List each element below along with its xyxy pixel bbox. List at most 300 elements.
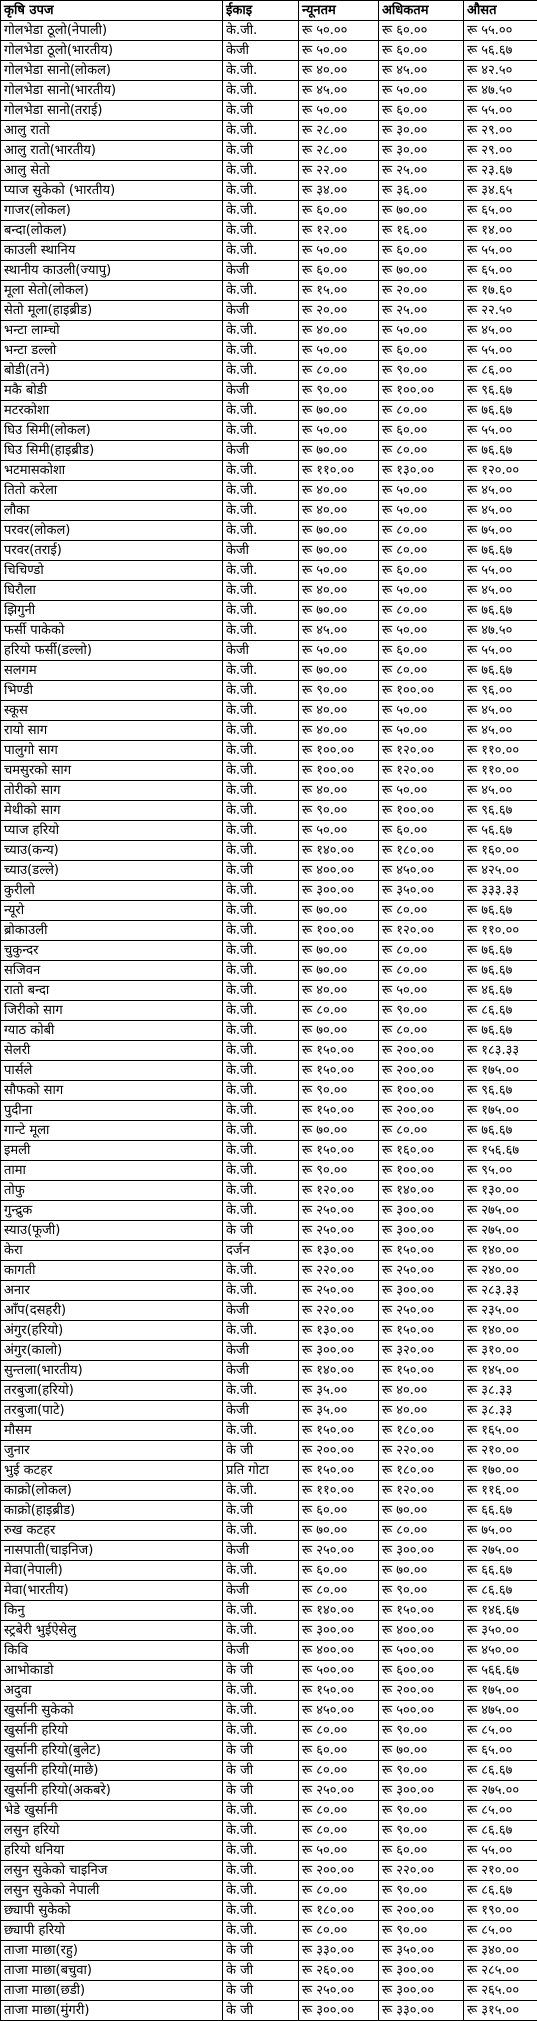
cell-minimum: रू २८.०० bbox=[299, 121, 379, 141]
cell-minimum: रू ८०.०० bbox=[299, 1921, 379, 1941]
cell-maximum: रू ४००.०० bbox=[379, 1621, 464, 1641]
cell-minimum: रू २२०.०० bbox=[299, 1261, 379, 1281]
cell-commodity: सुन्तला(भारतीय) bbox=[1, 1361, 223, 1381]
cell-maximum: रू ८०.०० bbox=[379, 541, 464, 561]
cell-unit: के.जी bbox=[223, 1501, 299, 1521]
header-maximum: अधिकतम bbox=[379, 1, 464, 21]
table-row bbox=[1, 1021, 537, 1041]
cell-average: रू ४७५.०० bbox=[464, 1701, 537, 1721]
cell-maximum: रू ६०.०० bbox=[379, 821, 464, 841]
table-row bbox=[1, 1561, 537, 1581]
cell-commodity: तोरीको साग bbox=[1, 781, 223, 801]
cell-average: रू ४५.०० bbox=[464, 721, 537, 741]
cell-unit: के.जी. bbox=[223, 1861, 299, 1881]
cell-average: रू १५६.६७ bbox=[464, 1141, 537, 1161]
cell-maximum: रू ३००.०० bbox=[379, 1981, 464, 2001]
cell-unit: के.जी. bbox=[223, 701, 299, 721]
cell-unit: के जी bbox=[223, 1981, 299, 2001]
table-row bbox=[1, 1701, 537, 1721]
table-row bbox=[1, 1361, 537, 1381]
cell-average: रू ८६.०० bbox=[464, 361, 537, 381]
cell-minimum: रू ९०.०० bbox=[299, 1161, 379, 1181]
cell-maximum: रू ६०.०० bbox=[379, 561, 464, 581]
cell-commodity: प्याज हरियो bbox=[1, 821, 223, 841]
cell-unit: के.जी. bbox=[223, 1281, 299, 1301]
cell-average: रू ९५.०० bbox=[464, 1161, 537, 1181]
cell-maximum: रू १४०.०० bbox=[379, 1181, 464, 1201]
cell-unit: के.जी. bbox=[223, 1521, 299, 1541]
cell-commodity: न्यूरो bbox=[1, 901, 223, 921]
cell-maximum: रू ८०.०० bbox=[379, 941, 464, 961]
cell-maximum: रू ३५०.०० bbox=[379, 1941, 464, 1961]
cell-average: रू ६५.०० bbox=[464, 201, 537, 221]
cell-average: रू ७६.६७ bbox=[464, 661, 537, 681]
table-row bbox=[1, 1281, 537, 1301]
cell-commodity: नासपाती(चाइनिज) bbox=[1, 1541, 223, 1561]
table-row bbox=[1, 1941, 537, 1961]
cell-unit: के.जी. bbox=[223, 1161, 299, 1181]
cell-average: रू ८६.६७ bbox=[464, 1821, 537, 1841]
cell-unit: प्रति गोटा bbox=[223, 1461, 299, 1481]
cell-average: रू ८५.०० bbox=[464, 1921, 537, 1941]
cell-commodity: मेथीको साग bbox=[1, 801, 223, 821]
cell-minimum: रू ५०.०० bbox=[299, 561, 379, 581]
cell-average: रू २६५.०० bbox=[464, 1981, 537, 2001]
cell-minimum: रू ६०.०० bbox=[299, 1561, 379, 1581]
cell-minimum: रू ४०.०० bbox=[299, 501, 379, 521]
cell-commodity: सौफको साग bbox=[1, 1081, 223, 1101]
cell-maximum: रू १००.०० bbox=[379, 381, 464, 401]
table-row bbox=[1, 1981, 537, 2001]
table-row bbox=[1, 1081, 537, 1101]
cell-commodity: केरा bbox=[1, 1241, 223, 1261]
cell-minimum: रू १४०.०० bbox=[299, 1601, 379, 1621]
cell-maximum: रू १६.०० bbox=[379, 221, 464, 241]
cell-commodity: स्कूस bbox=[1, 701, 223, 721]
cell-minimum: रू ५०.०० bbox=[299, 21, 379, 41]
cell-commodity: पार्सले bbox=[1, 1061, 223, 1081]
cell-commodity: घिउ सिमी(लोकल) bbox=[1, 421, 223, 441]
cell-unit: के.जी. bbox=[223, 1381, 299, 1401]
table-row bbox=[1, 581, 537, 601]
cell-average: रू ६५.०० bbox=[464, 1741, 537, 1761]
table-row bbox=[1, 441, 537, 461]
table-row bbox=[1, 81, 537, 101]
cell-maximum: रू ३०.०० bbox=[379, 121, 464, 141]
cell-minimum: रू ७०.०० bbox=[299, 941, 379, 961]
cell-minimum: रू ७०.०० bbox=[299, 601, 379, 621]
cell-average: रू ९६.६७ bbox=[464, 1081, 537, 1101]
cell-maximum: रू १००.०० bbox=[379, 1161, 464, 1181]
cell-unit: के.जी. bbox=[223, 501, 299, 521]
table-row bbox=[1, 61, 537, 81]
table-row bbox=[1, 701, 537, 721]
cell-average: रू ७६.६७ bbox=[464, 901, 537, 921]
cell-commodity: गोलभेडा सानो(लोकल) bbox=[1, 61, 223, 81]
table-row bbox=[1, 101, 537, 121]
cell-unit: के.जी. bbox=[223, 1881, 299, 1901]
table-row bbox=[1, 1881, 537, 1901]
cell-average: रू ८६.६७ bbox=[464, 1761, 537, 1781]
cell-maximum: रू ४५.०० bbox=[379, 61, 464, 81]
cell-maximum: रू ५०.०० bbox=[379, 501, 464, 521]
cell-minimum: रू ७०.०० bbox=[299, 441, 379, 461]
table-row bbox=[1, 1901, 537, 1921]
table-row bbox=[1, 721, 537, 741]
table-row bbox=[1, 741, 537, 761]
cell-maximum: रू ६०.०० bbox=[379, 21, 464, 41]
cell-minimum: रू ४०.०० bbox=[299, 481, 379, 501]
cell-minimum: रू ११०.०० bbox=[299, 1481, 379, 1501]
cell-commodity: मकै बोडी bbox=[1, 381, 223, 401]
cell-average: रू ७६.६७ bbox=[464, 401, 537, 421]
cell-minimum: रू ३३०.०० bbox=[299, 1941, 379, 1961]
cell-minimum: रू ८०.०० bbox=[299, 361, 379, 381]
cell-commodity: सजिवन bbox=[1, 961, 223, 981]
cell-minimum: रू ४५.०० bbox=[299, 621, 379, 641]
cell-unit: के.जी. bbox=[223, 961, 299, 981]
cell-commodity: परवर(लोकल) bbox=[1, 521, 223, 541]
cell-unit: के.जी. bbox=[223, 481, 299, 501]
cell-minimum: रू १५०.०० bbox=[299, 1061, 379, 1081]
cell-unit: के.जी. bbox=[223, 201, 299, 221]
cell-minimum: रू २००.०० bbox=[299, 1861, 379, 1881]
cell-maximum: रू १००.०० bbox=[379, 681, 464, 701]
cell-minimum: रू ४०.०० bbox=[299, 581, 379, 601]
table-row bbox=[1, 1401, 537, 1421]
cell-minimum: रू ७०.०० bbox=[299, 541, 379, 561]
cell-maximum: रू ४५०.०० bbox=[379, 861, 464, 881]
cell-unit: के.जी. bbox=[223, 1901, 299, 1921]
cell-maximum: रू २००.०० bbox=[379, 1041, 464, 1061]
cell-commodity: सेतो मूला(हाइब्रीड) bbox=[1, 301, 223, 321]
cell-commodity: भन्टा लाम्चो bbox=[1, 321, 223, 341]
cell-average: रू २३५.०० bbox=[464, 1301, 537, 1321]
cell-commodity: आलु सेतो bbox=[1, 161, 223, 181]
cell-average: रू ४५.०० bbox=[464, 581, 537, 601]
cell-minimum: रू ६०.०० bbox=[299, 1741, 379, 1761]
cell-average: रू ७५.०० bbox=[464, 521, 537, 541]
cell-minimum: रू २२.०० bbox=[299, 161, 379, 181]
cell-maximum: रू ७०.०० bbox=[379, 1741, 464, 1761]
cell-unit: के.जी. bbox=[223, 1621, 299, 1641]
cell-unit: के.जी. bbox=[223, 1561, 299, 1581]
table-row bbox=[1, 821, 537, 841]
cell-commodity: लसुन सुकेको चाइनिज bbox=[1, 1861, 223, 1881]
cell-unit: के जी bbox=[223, 1221, 299, 1241]
cell-maximum: रू २००.०० bbox=[379, 1681, 464, 1701]
table-row bbox=[1, 1121, 537, 1141]
cell-minimum: रू ५०.०० bbox=[299, 1841, 379, 1861]
cell-average: रू ७६.६७ bbox=[464, 1021, 537, 1041]
table-row bbox=[1, 781, 537, 801]
cell-maximum: रू ३५०.०० bbox=[379, 881, 464, 901]
cell-minimum: रू ५०.०० bbox=[299, 641, 379, 661]
cell-unit: के जी bbox=[223, 1961, 299, 1981]
cell-commodity: चिचिण्डो bbox=[1, 561, 223, 581]
cell-maximum: रू २००.०० bbox=[379, 1901, 464, 1921]
cell-maximum: रू ३००.०० bbox=[379, 1281, 464, 1301]
cell-commodity: रायो साग bbox=[1, 721, 223, 741]
cell-commodity: ताजा माछा(बचुवा) bbox=[1, 1961, 223, 1981]
cell-minimum: रू ५०.०० bbox=[299, 241, 379, 261]
cell-minimum: रू १५०.०० bbox=[299, 1461, 379, 1481]
cell-unit: के.जी. bbox=[223, 601, 299, 621]
table-row bbox=[1, 1781, 537, 1801]
cell-commodity: इमली bbox=[1, 1141, 223, 1161]
cell-minimum: रू ४००.०० bbox=[299, 861, 379, 881]
cell-commodity: गोलभेडा ठूलो(नेपाली) bbox=[1, 21, 223, 41]
cell-maximum: रू १००.०० bbox=[379, 801, 464, 821]
table-row bbox=[1, 761, 537, 781]
table-row bbox=[1, 21, 537, 41]
cell-average: रू ३८.३३ bbox=[464, 1381, 537, 1401]
cell-maximum: रू ५०.०० bbox=[379, 721, 464, 741]
cell-average: रू ४७.५० bbox=[464, 81, 537, 101]
cell-maximum: रू ६०.०० bbox=[379, 241, 464, 261]
cell-commodity: काक्रो(हाइब्रीड) bbox=[1, 1501, 223, 1521]
cell-unit: के.जी bbox=[223, 141, 299, 161]
cell-minimum: रू ११०.०० bbox=[299, 461, 379, 481]
cell-commodity: ब्रोकाउली bbox=[1, 921, 223, 941]
cell-commodity: झिगुनी bbox=[1, 601, 223, 621]
cell-commodity: भेडे खुर्सानी bbox=[1, 1801, 223, 1821]
cell-commodity: आलु रातो(भारतीय) bbox=[1, 141, 223, 161]
cell-commodity: च्याउ(कन्य) bbox=[1, 841, 223, 861]
cell-unit: के.जी. bbox=[223, 901, 299, 921]
cell-maximum: रू ३००.०० bbox=[379, 1201, 464, 1221]
cell-minimum: रू २८.०० bbox=[299, 141, 379, 161]
cell-unit: केजी bbox=[223, 1641, 299, 1661]
cell-maximum: रू ६०.०० bbox=[379, 41, 464, 61]
cell-unit: के जी bbox=[223, 1781, 299, 1801]
table-header bbox=[1, 1, 537, 21]
cell-maximum: रू १८०.०० bbox=[379, 841, 464, 861]
cell-minimum: रू १५.०० bbox=[299, 281, 379, 301]
cell-commodity: फर्सी पाकेको bbox=[1, 621, 223, 641]
cell-commodity: बोडी(तने) bbox=[1, 361, 223, 381]
cell-commodity: गोलभेडा सानो(तराई) bbox=[1, 101, 223, 121]
table-row bbox=[1, 221, 537, 241]
cell-average: रू ३१०.०० bbox=[464, 1341, 537, 1361]
table-row bbox=[1, 1261, 537, 1281]
cell-maximum: रू ६०.०० bbox=[379, 101, 464, 121]
cell-average: रू १६५.०० bbox=[464, 1421, 537, 1441]
cell-unit: के.जी. bbox=[223, 121, 299, 141]
cell-average: रू ३३३.३३ bbox=[464, 881, 537, 901]
cell-unit: के.जी. bbox=[223, 1701, 299, 1721]
cell-average: रू ८५.०० bbox=[464, 1801, 537, 1821]
cell-commodity: स्याउ(फूजी) bbox=[1, 1221, 223, 1241]
table-row bbox=[1, 621, 537, 641]
cell-average: रू १४६.६७ bbox=[464, 1601, 537, 1621]
cell-maximum: रू ६००.०० bbox=[379, 1661, 464, 1681]
cell-unit: केजी bbox=[223, 261, 299, 281]
cell-unit: के.जी. bbox=[223, 821, 299, 841]
cell-unit: केजी bbox=[223, 541, 299, 561]
cell-minimum: रू ३५.०० bbox=[299, 1381, 379, 1401]
cell-average: रू १९०.०० bbox=[464, 1901, 537, 1921]
cell-average: रू ४५.०० bbox=[464, 481, 537, 501]
header-commodity: कृषि उपज bbox=[1, 1, 223, 21]
cell-average: रू ८६.६७ bbox=[464, 1001, 537, 1021]
cell-commodity: भन्टा डल्लो bbox=[1, 341, 223, 361]
table-row bbox=[1, 1801, 537, 1821]
cell-unit: केजी bbox=[223, 1401, 299, 1421]
cell-maximum: रू १३०.०० bbox=[379, 461, 464, 481]
cell-maximum: रू ६०.०० bbox=[379, 1841, 464, 1861]
cell-commodity: ताजा माछा(रहु) bbox=[1, 1941, 223, 1961]
cell-minimum: रू १५०.०० bbox=[299, 1101, 379, 1121]
table-row bbox=[1, 1221, 537, 1241]
cell-minimum: रू ९०.०० bbox=[299, 381, 379, 401]
cell-minimum: रू ८०.०० bbox=[299, 1001, 379, 1021]
cell-average: रू १७५.०० bbox=[464, 1681, 537, 1701]
cell-minimum: रू ४०.०० bbox=[299, 701, 379, 721]
cell-unit: के.जी. bbox=[223, 1601, 299, 1621]
cell-average: रू ७६.६७ bbox=[464, 1121, 537, 1141]
table-row bbox=[1, 1541, 537, 1561]
cell-average: रू २७५.०० bbox=[464, 1201, 537, 1221]
cell-average: रू ५५.०० bbox=[464, 101, 537, 121]
cell-commodity: लसुन सुकेको नेपाली bbox=[1, 1881, 223, 1901]
cell-minimum: रू ७०.०० bbox=[299, 1521, 379, 1541]
cell-commodity: छ्यापी हरियो bbox=[1, 1921, 223, 1941]
cell-unit: के.जी. bbox=[223, 841, 299, 861]
cell-minimum: रू ३००.०० bbox=[299, 1621, 379, 1641]
cell-unit: के.जी. bbox=[223, 981, 299, 1001]
table-row bbox=[1, 841, 537, 861]
cell-unit: के.जी. bbox=[223, 761, 299, 781]
cell-maximum: रू १२०.०० bbox=[379, 741, 464, 761]
cell-minimum: रू ५०.०० bbox=[299, 341, 379, 361]
table-row bbox=[1, 1241, 537, 1261]
cell-maximum: रू १२०.०० bbox=[379, 921, 464, 941]
cell-average: रू ५५.०० bbox=[464, 421, 537, 441]
cell-unit: के.जी. bbox=[223, 281, 299, 301]
cell-average: रू २९.०० bbox=[464, 121, 537, 141]
table-row bbox=[1, 961, 537, 981]
cell-maximum: रू ६०.०० bbox=[379, 421, 464, 441]
table-row bbox=[1, 1441, 537, 1461]
table-row bbox=[1, 381, 537, 401]
cell-minimum: रू १४०.०० bbox=[299, 841, 379, 861]
cell-unit: के.जी. bbox=[223, 1921, 299, 1941]
cell-minimum: रू २२०.०० bbox=[299, 1301, 379, 1321]
header-minimum: न्यूनतम bbox=[299, 1, 379, 21]
cell-average: रू १७५.०० bbox=[464, 1061, 537, 1081]
cell-unit: के.जी. bbox=[223, 1721, 299, 1741]
table-row bbox=[1, 1681, 537, 1701]
cell-commodity: बन्दा(लोकल) bbox=[1, 221, 223, 241]
cell-maximum: रू ९०.०० bbox=[379, 1801, 464, 1821]
cell-unit: के.जी. bbox=[223, 461, 299, 481]
table-row bbox=[1, 1181, 537, 1201]
cell-minimum: रू १५०.०० bbox=[299, 1041, 379, 1061]
cell-unit: के.जी. bbox=[223, 321, 299, 341]
cell-average: रू ७६.६७ bbox=[464, 441, 537, 461]
cell-unit: केजी bbox=[223, 1361, 299, 1381]
cell-unit: के.जी. bbox=[223, 1141, 299, 1161]
cell-maximum: रू ८०.०० bbox=[379, 901, 464, 921]
cell-average: रू २७५.०० bbox=[464, 1541, 537, 1561]
cell-minimum: रू २६०.०० bbox=[299, 1961, 379, 1981]
cell-maximum: रू ६०.०० bbox=[379, 641, 464, 661]
cell-average: रू ८६.६७ bbox=[464, 1581, 537, 1601]
cell-unit: के.जी. bbox=[223, 1821, 299, 1841]
cell-minimum: रू २५०.०० bbox=[299, 1781, 379, 1801]
cell-minimum: रू १००.०० bbox=[299, 741, 379, 761]
cell-commodity: अदुवा bbox=[1, 1681, 223, 1701]
cell-unit: दर्जन bbox=[223, 1241, 299, 1261]
table-row bbox=[1, 1061, 537, 1081]
cell-average: रू २१०.०० bbox=[464, 1861, 537, 1881]
table-row bbox=[1, 1961, 537, 1981]
cell-average: रू १६०.०० bbox=[464, 841, 537, 861]
table-row bbox=[1, 1321, 537, 1341]
cell-average: रू ७६.६७ bbox=[464, 961, 537, 981]
cell-average: रू ५६.६७ bbox=[464, 821, 537, 841]
cell-average: रू ६६.६७ bbox=[464, 1501, 537, 1521]
cell-average: रू ११०.०० bbox=[464, 761, 537, 781]
cell-minimum: रू २५०.०० bbox=[299, 1981, 379, 2001]
cell-minimum: रू ४००.०० bbox=[299, 1641, 379, 1661]
cell-unit: के.जी. bbox=[223, 341, 299, 361]
cell-minimum: रू ४०.०० bbox=[299, 321, 379, 341]
cell-unit: के.जी. bbox=[223, 581, 299, 601]
cell-unit: के.जी. bbox=[223, 1841, 299, 1861]
cell-maximum: रू ५०.०० bbox=[379, 481, 464, 501]
cell-minimum: रू ४०.०० bbox=[299, 721, 379, 741]
cell-unit: के.जी bbox=[223, 101, 299, 121]
cell-unit: के.जी. bbox=[223, 241, 299, 261]
table-row bbox=[1, 241, 537, 261]
cell-commodity: अंगुर(कालो) bbox=[1, 1341, 223, 1361]
table-row bbox=[1, 881, 537, 901]
cell-unit: के.जी. bbox=[223, 1001, 299, 1021]
cell-maximum: रू ९०.०० bbox=[379, 361, 464, 381]
cell-commodity: खुर्सानी सुकेको bbox=[1, 1701, 223, 1721]
table-row bbox=[1, 1821, 537, 1841]
table-row bbox=[1, 1161, 537, 1181]
cell-average: रू १४०.०० bbox=[464, 1241, 537, 1261]
cell-minimum: रू ८०.०० bbox=[299, 1761, 379, 1781]
cell-commodity: मौसम bbox=[1, 1421, 223, 1441]
cell-maximum: रू २५०.०० bbox=[379, 1301, 464, 1321]
cell-average: रू १७०.०० bbox=[464, 1461, 537, 1481]
cell-maximum: रू ९०.०० bbox=[379, 1761, 464, 1781]
cell-minimum: रू ४५०.०० bbox=[299, 1701, 379, 1721]
cell-average: रू ३१५.०० bbox=[464, 2001, 537, 2021]
cell-minimum: रू ६०.०० bbox=[299, 201, 379, 221]
cell-maximum: रू ३३०.०० bbox=[379, 2001, 464, 2021]
cell-maximum: रू ३२०.०० bbox=[379, 1341, 464, 1361]
cell-average: रू २९.०० bbox=[464, 141, 537, 161]
table-row bbox=[1, 1621, 537, 1641]
cell-commodity: ताजा माछा(छडी) bbox=[1, 1981, 223, 2001]
cell-unit: के जी bbox=[223, 2001, 299, 2021]
cell-minimum: रू ४०.०० bbox=[299, 981, 379, 1001]
cell-maximum: रू ६०.०० bbox=[379, 341, 464, 361]
cell-average: रू ५५.०० bbox=[464, 21, 537, 41]
cell-average: रू १८३.३३ bbox=[464, 1041, 537, 1061]
cell-average: रू २१०.०० bbox=[464, 1441, 537, 1461]
cell-commodity: लौका bbox=[1, 501, 223, 521]
cell-commodity: कागती bbox=[1, 1261, 223, 1281]
cell-maximum: रू ९०.०० bbox=[379, 1581, 464, 1601]
cell-unit: केजी bbox=[223, 301, 299, 321]
table-row bbox=[1, 981, 537, 1001]
